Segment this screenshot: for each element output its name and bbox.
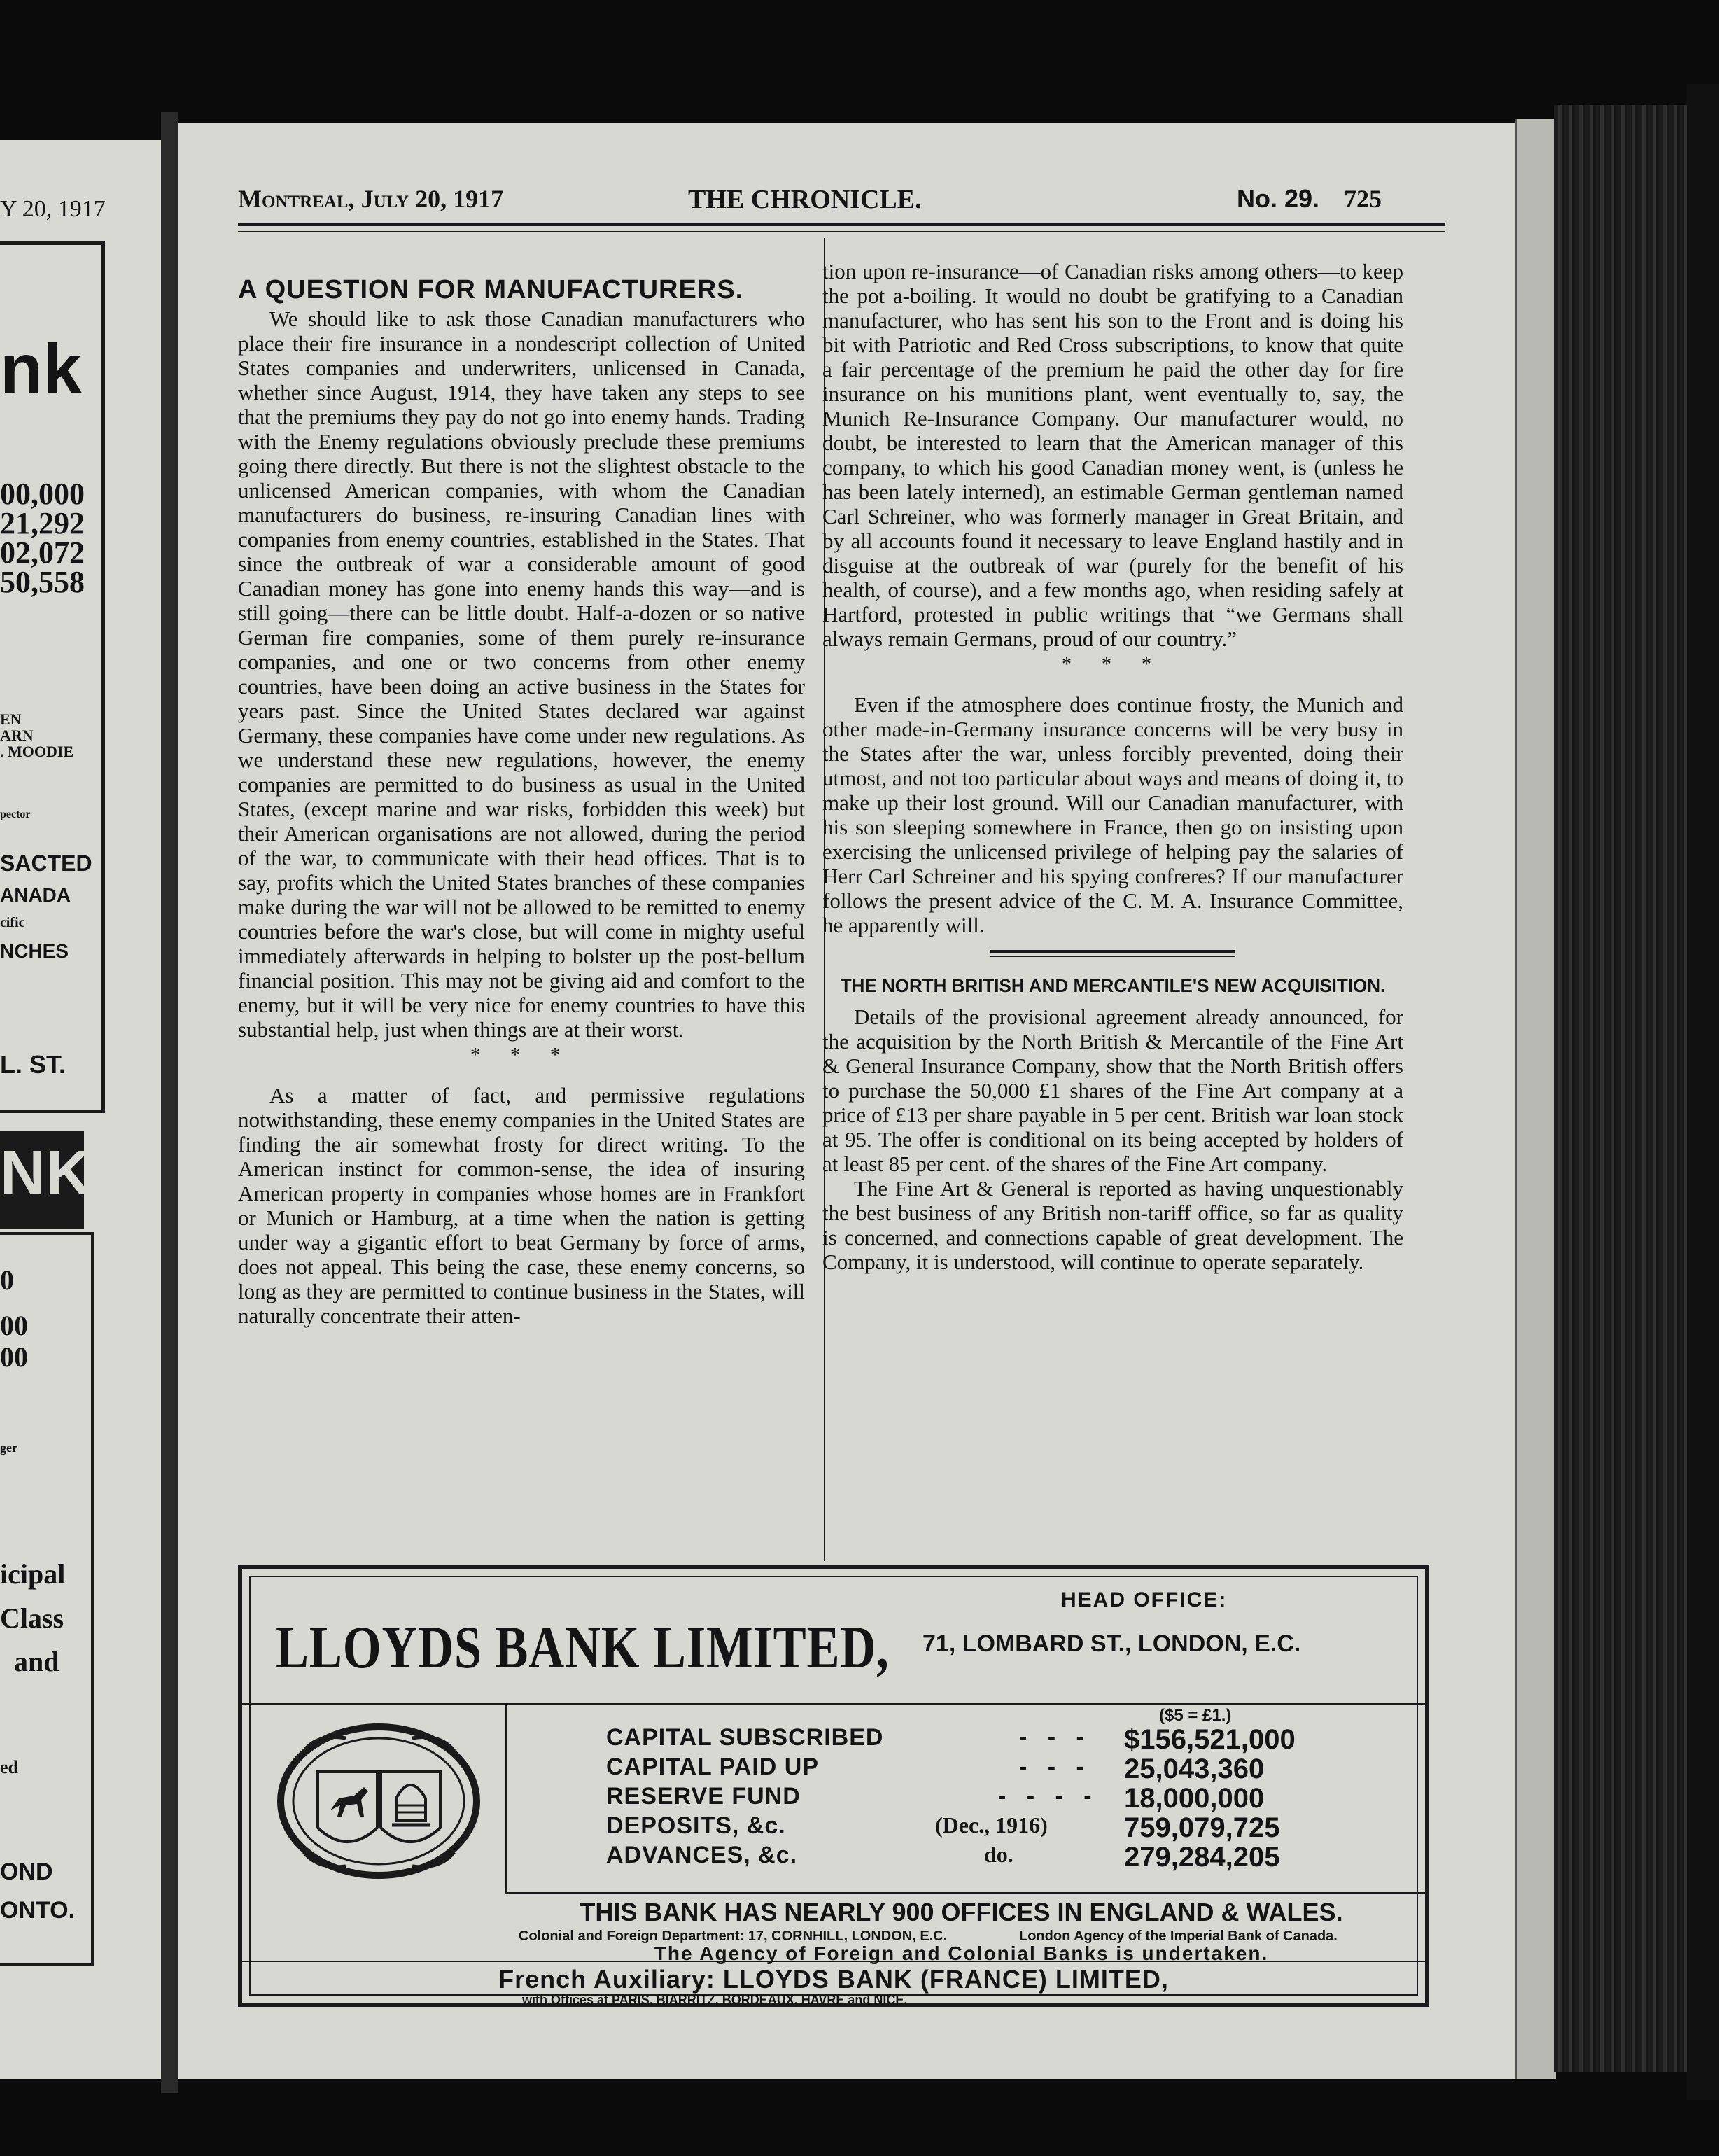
book-gutter	[161, 112, 178, 2093]
left-page-number: 21,292	[0, 506, 85, 540]
left-page-toronto: ONTO.	[0, 1897, 76, 1924]
financial-label: CAPITAL PAID UP	[606, 1754, 820, 1780]
left-page-pacific: cific	[0, 915, 25, 930]
left-page-number: 00,000	[0, 477, 85, 511]
ad-financials	[606, 1724, 1376, 1871]
header-issue: No. 29.	[1237, 184, 1320, 213]
left-page-number: 02,072	[0, 536, 85, 570]
bank-crest-icon	[276, 1723, 482, 1880]
financial-row	[606, 1783, 1376, 1812]
article-paragraph: Details of the provisional agreement already announced, for the acquisition by the North British & Mercantile of the Fine Art & General Insurance Company, show that the North British offers to purchase the 50,000 £1 shares of the Fine Art company at a price of £13 per share payable in 5 per cent. British war loan stock at 95. The offer is conditional on its being accepted by holders of at least 85 per cent. of the shares of the Fine Art company.	[822, 1004, 1403, 1176]
ad-colonial-line: Colonial and Foreign Department: 17, CORNHILL, LONDON, E.C.	[519, 1928, 948, 1944]
left-page-date: Y 20, 1917	[0, 196, 106, 222]
left-page-bond: OND	[0, 1858, 53, 1885]
left-column	[238, 275, 805, 1328]
right-column	[822, 259, 1403, 1274]
article-paragraph: We should like to ask those Canadian manufacturers who place their fire insurance in a nondescript collection of United States companies and underwriters, unlicensed in Canada, whether since August, 1914, they have taken any steps to see that the premiums they pay do not go into enemy hands. Trading with the Enemy regulations obviously preclude these premiums going there directly. But there is not the slightest obstacle to the unlicensed American companies, with whom the Canadian manufacturers do business, re-insuring Canadian lines with companies from enemy countries, established in the States. That since the outbreak of war a considerable amount of good Canadian money has gone into enemy hands this way—and is still going—there can be little doubt. Half-a-dozen or so native German fire companies, some of them purely re-insurance companies, and one or two concerns from other enemy countries, have been doing an active business in the States for years past. Since the United States declared war against Germany, these companies have come under new regulations. As we understand these new regulations, however, the enemy companies are permitted to do business as usual in the United States, (except marine and war risks, forbidden this week) but their American organisations are not allowed, during the period of the war, to communicate with their head offices. That is to say, profits which the United States branches of these companies make during the war will not be allowed to be remitted to enemy countries before the war's close, but will come in mighty useful immediately afterwards in helping to bolster up the post-bellum financial position. This may not be giving aid and comfort to the enemy, but it will be very nice for enemy countries to have this substantial help, just when things are at their worst.	[238, 307, 805, 1042]
left-page-transacted: SACTED	[0, 850, 92, 876]
left-page-inspector: pector	[0, 808, 31, 820]
financial-row	[606, 1842, 1376, 1871]
article-paragraph: As a matter of fact, and permissive regulations notwithstanding, these enemy companies in the United States are finding the air somewhat frosty for direct writing. To the American instinct for common-sense, the idea of insuring American property in companies whose homes are in Frankfort or Munich or Hamburg, at a time when the nation is getting under way a gigantic effort to beat Germany by force of arms, does not appeal. This being the case, these enemy concerns, so long as they are permitted to continue business in the States, will naturally concentrate their atten-	[238, 1083, 805, 1328]
left-page-and: and	[14, 1646, 59, 1677]
left-facing-page	[0, 140, 161, 2079]
financial-label: CAPITAL SUBSCRIBED	[606, 1724, 884, 1751]
left-page-manager: ger	[0, 1441, 17, 1455]
left-page-name: EN	[0, 710, 22, 728]
left-page-branches: NCHES	[0, 940, 69, 962]
left-page-fragment: ed	[0, 1757, 18, 1777]
left-page-municipal: icipal	[0, 1558, 66, 1590]
financial-note: do.	[984, 1842, 1013, 1867]
financial-amount: 759,079,725	[1124, 1812, 1280, 1843]
chronicle-page	[178, 122, 1515, 2079]
section-separator: * * *	[1062, 654, 1164, 676]
financial-amount: 18,000,000	[1124, 1783, 1265, 1814]
article-title: THE NORTH BRITISH AND MERCANTILE'S NEW ACQUISITION.	[840, 975, 1386, 996]
financial-dots: - - -	[1019, 1724, 1091, 1751]
left-page-street: L. ST.	[0, 1050, 66, 1079]
left-page-name: . MOODIE	[0, 743, 74, 760]
financial-label: DEPOSITS, &c.	[606, 1812, 786, 1839]
financial-label: ADVANCES, &c.	[606, 1842, 798, 1868]
ad-agency-line: The Agency of Foreign and Colonial Banks is undertaken.	[654, 1942, 1269, 1964]
header-rule-thin	[238, 231, 1445, 232]
left-page-banner-text: NK	[0, 1138, 91, 1208]
financial-label: RESERVE FUND	[606, 1783, 801, 1809]
article-divider	[990, 950, 1235, 957]
article-paragraph: The Fine Art & General is reported as having unquestionably the best business of any British non-tariff office, so far as quality is concerned, and connections capable of great development. The Company, it is understood, will continue to operate separately.	[822, 1176, 1403, 1274]
ad-branches-line: with Offices at PARIS, BIARRITZ, BORDEAUX, HAVRE and NICE.	[522, 1993, 908, 2007]
financial-row	[606, 1724, 1376, 1754]
financial-row	[606, 1754, 1376, 1783]
book-edge	[1687, 84, 1719, 2100]
left-page-zero: 0	[0, 1264, 14, 1296]
page-edge	[1515, 119, 1556, 2079]
left-page-name: ARN	[0, 727, 34, 744]
lloyds-bank-advertisement	[238, 1564, 1429, 2007]
ad-rule	[505, 1705, 507, 1893]
ad-address: 71, LOMBARD ST., LONDON, E.C.	[922, 1630, 1301, 1657]
ad-offices-line: THIS BANK HAS NEARLY 900 OFFICES IN ENGLAND & WALES.	[580, 1898, 1343, 1926]
ad-rule	[505, 1892, 1425, 1894]
financial-dots: - - -	[1019, 1754, 1091, 1780]
header-place-date: Montreal, July 20, 1917	[238, 185, 504, 213]
left-page-number: 50,558	[0, 565, 85, 599]
ad-exchange-rate: ($5 = £1.)	[1159, 1706, 1232, 1725]
financial-amount: 279,284,205	[1124, 1842, 1280, 1872]
left-page-canada: ANADA	[0, 884, 71, 906]
section-separator: * * *	[470, 1044, 573, 1066]
header-title: THE CHRONICLE.	[688, 185, 922, 214]
ad-head-office-label: HEAD OFFICE:	[1061, 1588, 1228, 1611]
financial-amount: $156,521,000	[1124, 1724, 1296, 1755]
ad-french-auxiliary: French Auxiliary: LLOYDS BANK (FRANCE) LIMITED,	[498, 1965, 1169, 1994]
ad-bank-name: LLOYDS BANK LIMITED,	[276, 1614, 890, 1681]
article-paragraph: tion upon re-insurance—of Canadian risks among others—to keep the pot a-boiling. It would no doubt be gratifying to a Canadian manufacturer, who has sent his son to the Front and is doing his bit with Patriotic and Red Cross subscriptions, to know that quite a fair percentage of the premium he paid the other day for fire insurance on his munitions plant, went eventually to, say, the Munich Re-Insurance Company. Our manufacturer would, no doubt, be interested to learn that the American manager of this company, to which his good Canadian money went, is (unless he has been lately interned), an estimable German gentleman named Carl Schreiner, who was formerly manager in Great Britain, and by all accounts found it necessary to leave England hastily and in disguise at the outbreak of war (purely for the benefit of his health, of course), and a few months ago, when residing safely at Hartford, protested in public writings that “we Germans shall always remain Germans, proud of our country.”	[822, 259, 1403, 651]
ad-rule	[242, 1703, 1425, 1705]
left-page-bank-fragment: nk	[0, 330, 82, 408]
financial-amount: 25,043,360	[1124, 1754, 1265, 1784]
header-page-number: 725	[1344, 185, 1382, 213]
financial-row	[606, 1812, 1376, 1842]
article-title: A QUESTION FOR MANUFACTURERS.	[238, 275, 744, 304]
financial-dots: - - - -	[998, 1783, 1099, 1809]
financial-note: (Dec., 1916)	[935, 1812, 1048, 1837]
book-spine	[1554, 105, 1687, 2072]
ad-london-agency-line: London Agency of the Imperial Bank of Canada.	[1019, 1928, 1338, 1944]
header-rule	[238, 223, 1445, 226]
left-page-zero: 00	[0, 1310, 28, 1341]
left-page-class: Class	[0, 1602, 64, 1634]
article-paragraph: Even if the atmosphere does continue frosty, the Munich and other made-in-Germany insurance concerns will be very busy in the States after the war, unless forcibly prevented, doing their utmost, and not too particular about ways and means of doing it, to make up their lost ground. Will our Canadian manufacturer, with his son sleeping somewhere in France, then go on insisting upon exercising the unlicensed privilege of helping pay the salaries of Herr Carl Schreiner and his spying confreres? If our manufacturer follows the present advice of the C. M. A. Insurance Committee, he apparently will.	[822, 692, 1403, 937]
left-page-zero: 00	[0, 1341, 28, 1373]
